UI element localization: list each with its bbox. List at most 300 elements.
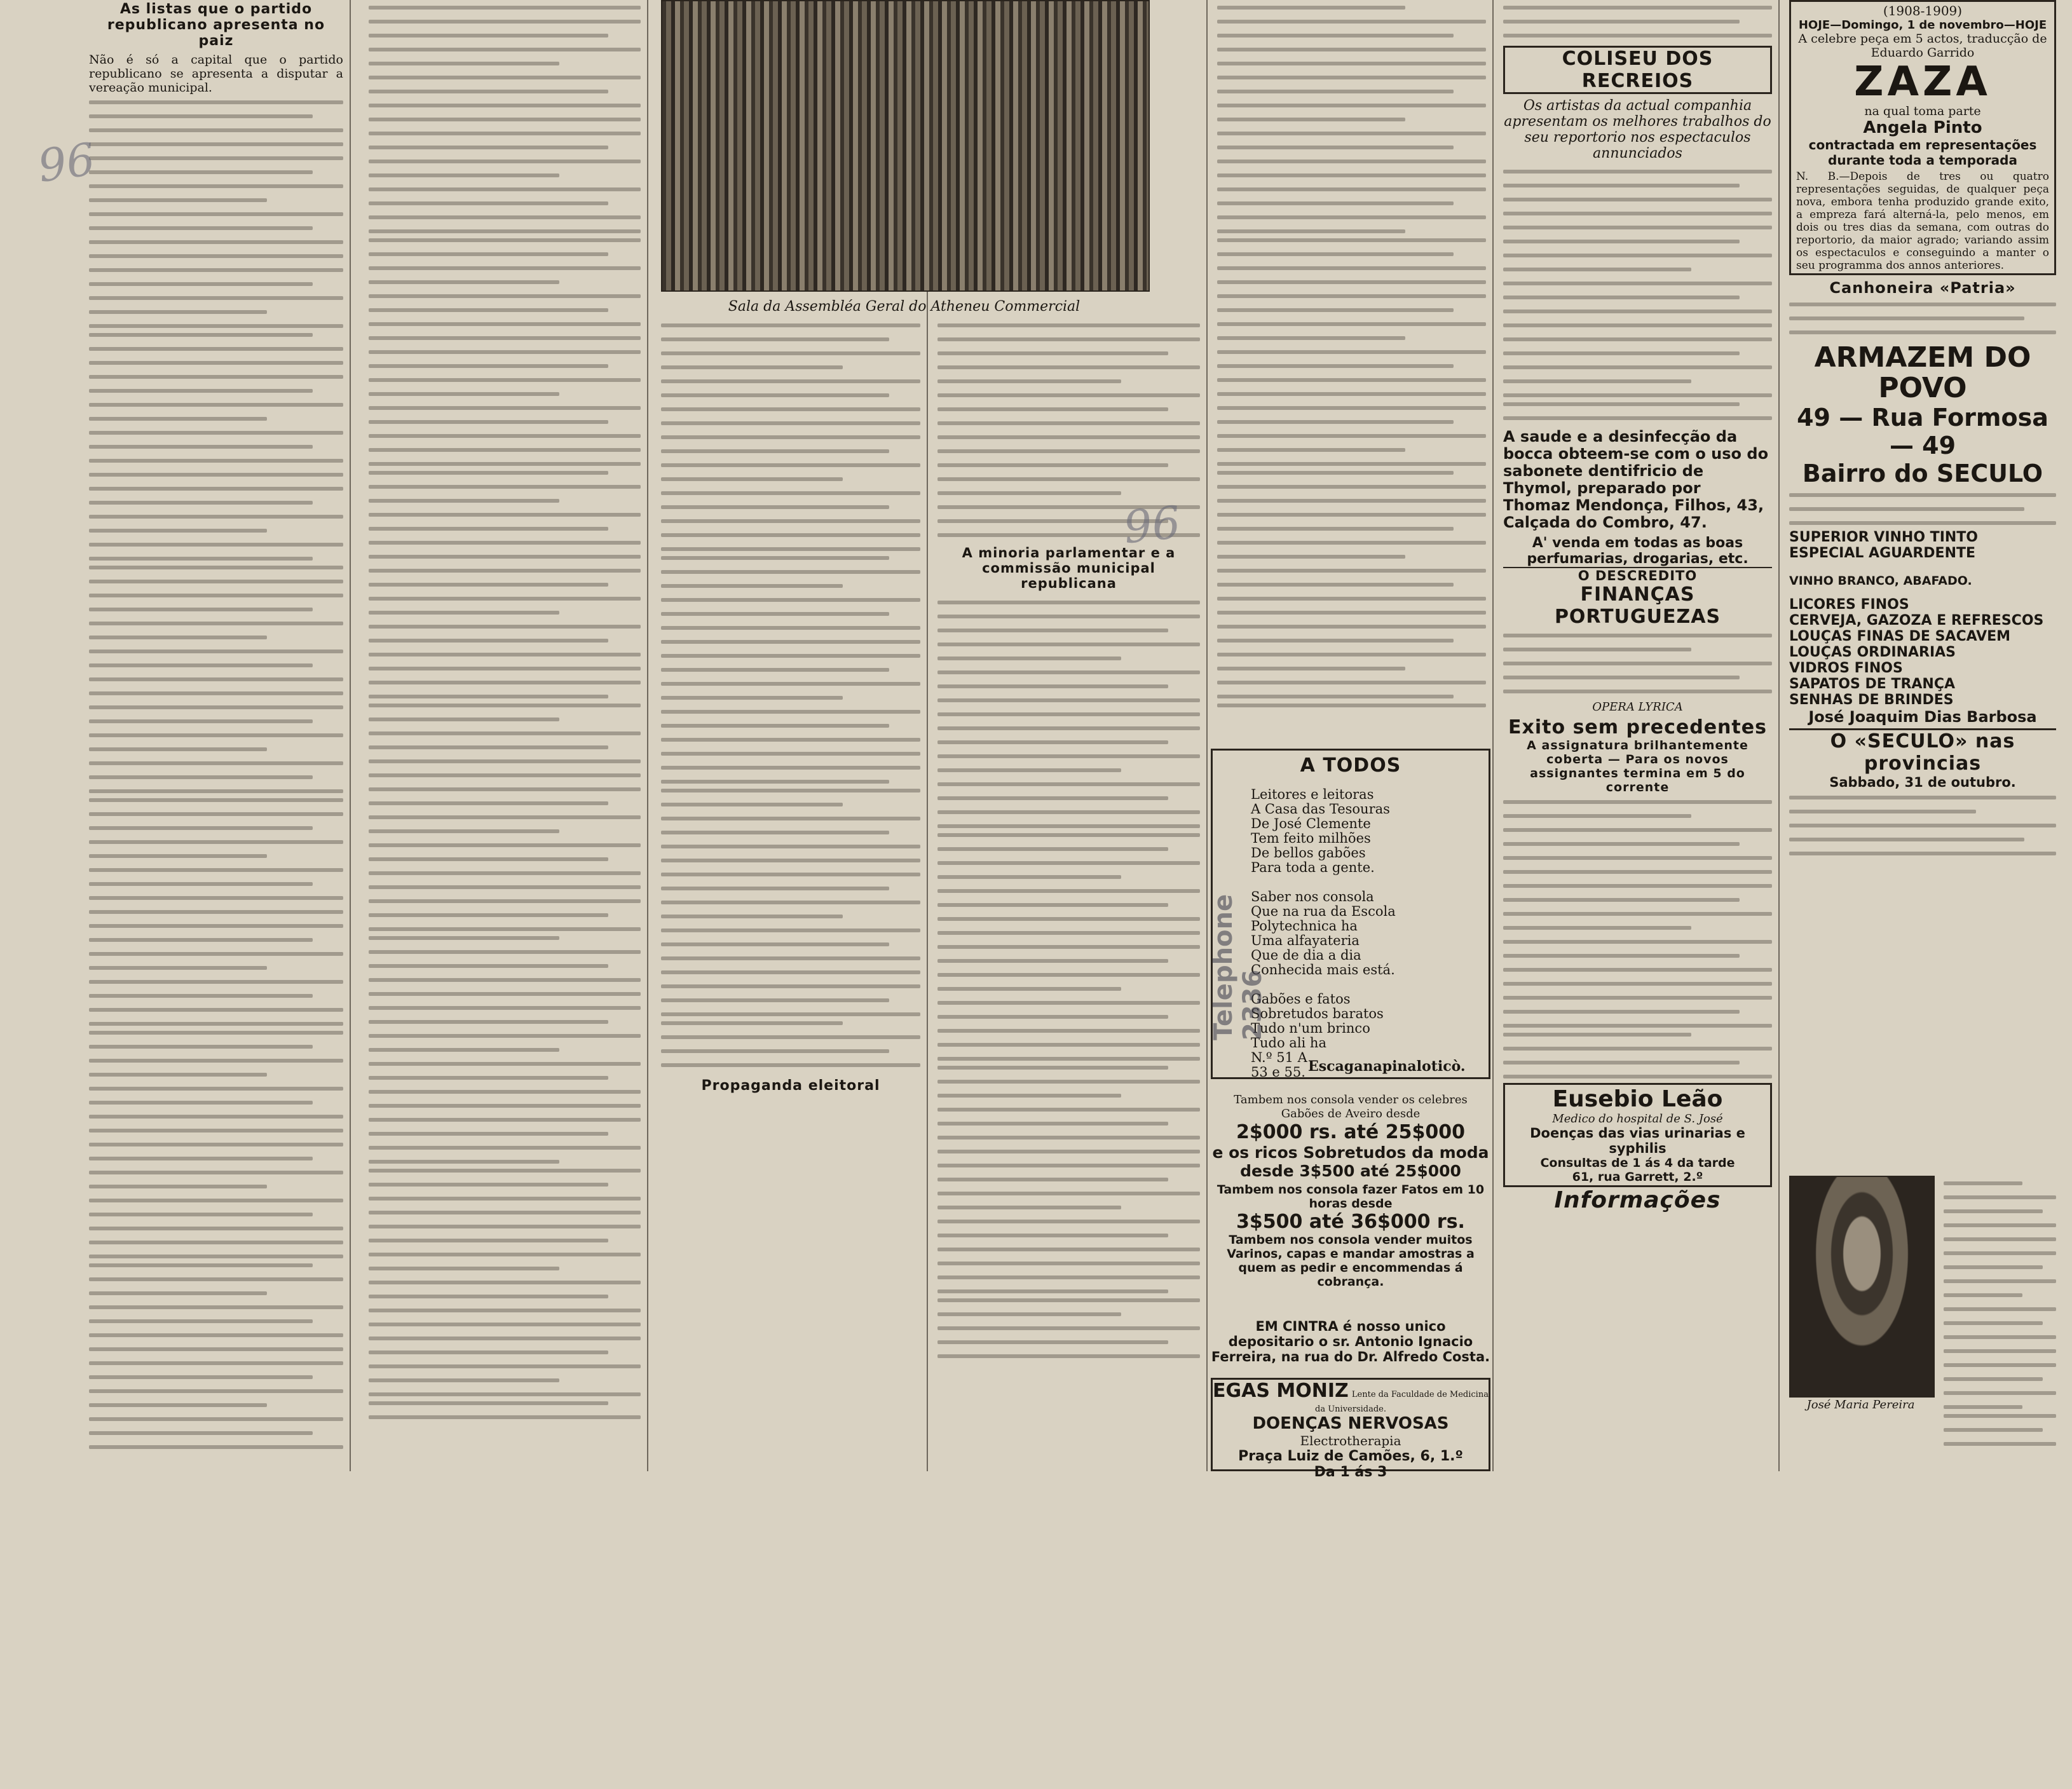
verse-line: Tudo n'um brinco [1251, 1021, 1370, 1036]
illegible-line [661, 1016, 920, 1030]
illegible-line [937, 1307, 1200, 1321]
illegible-line [89, 1258, 343, 1272]
zaza-ad [1789, 0, 2056, 275]
illegible-line [937, 791, 1200, 805]
illegible-line [1944, 1343, 2056, 1357]
illegible-line [1789, 846, 2056, 860]
illegible-line [1944, 1288, 2056, 1302]
illegible-line [369, 98, 641, 112]
coliseu-box [1503, 46, 1772, 94]
item-vinho-branco: VINHO BRANCO, ABAFADO. [1789, 574, 1972, 588]
egas-name: EGAS MONIZ [1213, 1380, 1349, 1402]
illegible-line [369, 1219, 641, 1233]
illegible-line [89, 193, 343, 207]
illegible-line [937, 953, 1200, 967]
illegible-line [1217, 633, 1486, 647]
illegible-line [369, 1154, 641, 1163]
portrait-photo [1789, 1176, 1935, 1398]
illegible-line [1944, 1330, 2056, 1343]
illegible-line [369, 493, 641, 507]
illegible-line [1217, 507, 1486, 521]
illegible-line [1944, 1357, 2056, 1371]
illegible-line [1789, 501, 2056, 515]
a-todos-signature: Escaganapinaloticò. [1308, 1058, 1466, 1075]
body-text [1217, 0, 1486, 712]
illegible-line [1503, 262, 1772, 276]
illegible-line [369, 633, 641, 647]
owner-name: José Joaquim Dias Barbosa [1808, 708, 2037, 726]
illegible-line [369, 768, 641, 782]
illegible-line [1217, 605, 1486, 619]
illegible-line [1944, 1176, 2056, 1190]
illegible-line [937, 1088, 1200, 1102]
illegible-line [1217, 70, 1486, 84]
a-todos-note: Tambem nos consola vender os celebres Gabões de Aveiro desde [1234, 1093, 1468, 1120]
zaza-title: ZAZA [1854, 58, 1991, 105]
illegible-line [1217, 0, 1486, 14]
illegible-line [937, 1116, 1200, 1130]
illegible-line [369, 894, 641, 908]
illegible-line [89, 1016, 343, 1025]
illegible-line [937, 1060, 1200, 1074]
illegible-line [369, 42, 641, 56]
illegible-line [369, 303, 641, 316]
illegible-line [369, 1126, 641, 1140]
illegible-line [937, 1144, 1200, 1158]
illegible-line [937, 1172, 1200, 1186]
varinos-note: Tambem nos consola vender muitos Varinos, capas e mandar amostras a quem as pedir e encommendas á cobrança. [1227, 1233, 1475, 1289]
contract-note: contractada em representações durante toda a temporada [1808, 137, 2037, 168]
illegible-line [89, 1272, 343, 1286]
illegible-line [89, 1025, 343, 1039]
illegible-line [89, 1411, 343, 1425]
illegible-line [369, 84, 641, 98]
illegible-line [369, 1191, 641, 1205]
illegible-line [1789, 487, 2056, 501]
illegible-line [1503, 976, 1772, 990]
illegible-line [937, 458, 1200, 472]
illegible-line [369, 782, 641, 796]
illegible-line [937, 332, 1200, 346]
illegible-line [937, 1293, 1200, 1307]
price-sobretudos: e os ricos Sobretudos da moda desde 3$500 até 25$000 [1212, 1143, 1489, 1180]
propaganda-heading: Propaganda eleitoral [701, 1078, 880, 1094]
illegible-line [369, 196, 641, 210]
illegible-line [369, 0, 641, 14]
illegible-line [89, 1328, 343, 1342]
illegible-line [661, 774, 920, 783]
informacoes-heading: Informações [1554, 1187, 1721, 1213]
illegible-line [1944, 1260, 2056, 1274]
illegible-line [369, 247, 641, 261]
illegible-line [937, 444, 1200, 458]
illegible-line [1217, 493, 1486, 507]
illegible-line [1217, 168, 1486, 182]
illegible-line [661, 853, 920, 867]
illegible-line [937, 1130, 1200, 1144]
illegible-line [1503, 248, 1772, 262]
column-sixth [1497, 0, 1778, 1471]
illegible-line [1217, 140, 1486, 154]
illegible-line [661, 979, 920, 993]
illegible-line [1944, 1422, 2056, 1436]
illegible-line [1944, 1246, 2056, 1260]
illegible-line [369, 1373, 641, 1387]
price-gaboes: 2$000 rs. até 25$000 [1236, 1121, 1465, 1143]
illegible-line [661, 360, 920, 374]
verse-line: 53 e 55. [1251, 1065, 1305, 1080]
illegible-line [369, 1275, 641, 1289]
illegible-line [369, 70, 641, 84]
illegible-line [1503, 670, 1772, 684]
verse-line: Tudo ali ha [1251, 1035, 1326, 1051]
illegible-line [89, 784, 343, 792]
illegible-line [1217, 372, 1486, 386]
eusebio-hours: Consultas de 1 ás 4 da tarde [1540, 1156, 1735, 1170]
illegible-line [89, 523, 343, 537]
illegible-line [369, 168, 641, 182]
illegible-line [369, 372, 641, 386]
illegible-line [661, 783, 920, 797]
illegible-line [1944, 1316, 2056, 1330]
column-second [362, 0, 647, 1471]
illegible-line [937, 1186, 1200, 1200]
illegible-line [1503, 1069, 1772, 1083]
illegible-line [937, 897, 1200, 911]
handwritten-mark: 96 [1121, 496, 1183, 554]
illegible-line [369, 400, 641, 414]
illegible-line [1217, 465, 1486, 479]
column-rule [1492, 0, 1494, 1471]
illegible-line [937, 1009, 1200, 1023]
illegible-line [1503, 906, 1772, 920]
canhoneira-heading: Canhoneira «Patria» [1829, 279, 2016, 297]
illegible-line [937, 346, 1200, 360]
item-vidros: VIDROS FINOS [1789, 660, 1903, 676]
illegible-line [369, 930, 641, 944]
illegible-line [89, 318, 343, 327]
illegible-line [937, 1321, 1200, 1335]
illegible-line [89, 644, 343, 658]
illegible-line [1217, 196, 1486, 210]
illegible-line [1217, 126, 1486, 140]
illegible-line [937, 1270, 1200, 1284]
illegible-line [89, 1123, 343, 1137]
eusebio-specialty: Doenças das vias urinarias e syphilis [1530, 1126, 1745, 1156]
verse-line: Saber nos consola [1251, 889, 1374, 904]
cast-intro: na qual toma parte [1864, 104, 1981, 118]
illegible-line [1503, 962, 1772, 976]
illegible-line [369, 28, 641, 42]
exito-sub: A assignatura brilhantemente coberta — Para os novos assignantes termina em 5 do corrente [1527, 738, 1748, 794]
illegible-line [369, 619, 641, 633]
illegible-line [89, 974, 343, 988]
illegible-line [369, 1056, 641, 1070]
illegible-line [89, 276, 343, 290]
illegible-line [937, 1037, 1200, 1051]
illegible-line [89, 560, 343, 574]
article-heading: As listas que o partido republicano apresenta no paiz [107, 1, 325, 49]
illegible-line [369, 1028, 641, 1042]
illegible-line [369, 922, 641, 930]
illegible-line [1503, 990, 1772, 1004]
illegible-line [1217, 521, 1486, 535]
item-licores: LICORES FINOS [1789, 597, 1909, 613]
illegible-line [89, 1342, 343, 1356]
illegible-line [1503, 346, 1772, 360]
illegible-line [89, 756, 343, 770]
illegible-line [661, 732, 920, 746]
illegible-line [661, 895, 920, 909]
illegible-line [1503, 642, 1772, 656]
body-text [1789, 790, 2056, 860]
egas-moniz-ad [1211, 1378, 1490, 1480]
illegible-line [1944, 1274, 2056, 1288]
illegible-line [1217, 224, 1486, 233]
illegible-line [89, 1384, 343, 1398]
illegible-line [369, 1331, 641, 1345]
illegible-line [1217, 358, 1486, 372]
illegible-line [937, 595, 1200, 609]
illegible-line [89, 537, 343, 551]
illegible-line [89, 411, 343, 425]
illegible-line [369, 1396, 641, 1410]
illegible-line [369, 824, 641, 838]
illegible-line [369, 958, 641, 972]
illegible-line [661, 993, 920, 1007]
illegible-line [89, 672, 343, 686]
illegible-line [937, 869, 1200, 883]
illegible-line [1217, 14, 1486, 28]
illegible-line [89, 1109, 343, 1123]
illegible-line [89, 123, 343, 137]
illegible-line [1217, 233, 1486, 247]
telephone-number: Telephone 2336 [1209, 894, 1267, 1040]
saude-ad: A saude e a desinfecção da bocca obteem-se com o uso do sabonete dentifricio de Thymol, preparado por Thomaz Mendonça, Filhos, 43, Calçada do Combro, 47. [1503, 428, 1769, 531]
illegible-line [89, 588, 343, 602]
illegible-line [661, 486, 920, 500]
illegible-line [1503, 864, 1772, 878]
illegible-line [89, 1398, 343, 1411]
illegible-line [369, 479, 641, 493]
illegible-line [369, 414, 641, 428]
verse-line: Que de dia a dia [1251, 948, 1361, 963]
illegible-line [937, 374, 1200, 388]
illegible-line [89, 820, 343, 834]
illegible-line [1217, 386, 1486, 400]
illegible-line [369, 1205, 641, 1219]
illegible-line [89, 1179, 343, 1193]
illegible-line [89, 290, 343, 304]
illegible-line [369, 344, 641, 358]
illegible-line [937, 819, 1200, 827]
article-intro: Não é só a capital que o partido republicano se apresenta a disputar a vereação municipal. [89, 53, 343, 95]
portrait-caption: José Maria Pereira [1806, 1398, 1915, 1411]
verse-line: Polytechnica ha [1251, 918, 1358, 934]
illegible-line [369, 605, 641, 619]
illegible-line [937, 679, 1200, 693]
illegible-line [369, 233, 641, 247]
illegible-line [369, 465, 641, 479]
illegible-line [89, 1235, 343, 1249]
illegible-line [661, 430, 920, 444]
illegible-line [661, 541, 920, 550]
illegible-line [89, 248, 343, 262]
saude-ad-2: A' venda em todas as boas perfumarias, drogarias, etc. [1527, 535, 1748, 567]
illegible-line [369, 275, 641, 289]
assembly-hall-photo [661, 0, 1150, 292]
illegible-line [89, 700, 343, 714]
illegible-line [937, 1158, 1200, 1172]
column-rule [1206, 0, 1208, 1471]
illegible-line [369, 330, 641, 344]
illegible-line [89, 616, 343, 630]
illegible-line [1503, 628, 1772, 642]
coliseu-title: COLISEU DOS RECREIOS [1562, 48, 1714, 92]
illegible-line [369, 712, 641, 726]
illegible-line [937, 360, 1200, 374]
egas-specialty: DOENÇAS NERVOSAS [1252, 1414, 1449, 1433]
illegible-line [89, 904, 343, 918]
illegible-line [1503, 192, 1772, 206]
illegible-line [369, 740, 641, 754]
illegible-line [1503, 397, 1772, 411]
illegible-line [1217, 479, 1486, 493]
illegible-line [661, 923, 920, 937]
item-senhas: SENHAS DE BRINDES [1789, 692, 1954, 708]
illegible-line [1944, 1399, 2056, 1408]
illegible-line [661, 867, 920, 881]
illegible-line [937, 1200, 1200, 1214]
illegible-line [369, 1261, 641, 1275]
illegible-line [1944, 1218, 2056, 1232]
illegible-line [369, 442, 641, 456]
illegible-line [661, 318, 920, 332]
verse-line [1251, 977, 1396, 992]
illegible-line [661, 690, 920, 704]
illegible-line [1503, 206, 1772, 220]
illegible-line [1503, 656, 1772, 670]
illegible-line [89, 467, 343, 481]
illegible-line [937, 967, 1200, 981]
illegible-line [937, 805, 1200, 819]
body-text [661, 318, 920, 1071]
illegible-line [1217, 591, 1486, 605]
illegible-line [937, 1051, 1200, 1060]
illegible-line [89, 946, 343, 960]
illegible-line [89, 960, 343, 974]
item-especial: ESPECIAL AGUARDENTE [1789, 545, 1976, 561]
illegible-line [89, 658, 343, 672]
illegible-line [937, 1349, 1200, 1363]
illegible-line [369, 182, 641, 196]
illegible-line [89, 1370, 343, 1384]
body-text [89, 95, 343, 1453]
illegible-line [89, 834, 343, 848]
illegible-line [1217, 661, 1486, 675]
illegible-line [937, 995, 1200, 1009]
illegible-line [661, 332, 920, 346]
illegible-line [89, 932, 343, 946]
illegible-line [1503, 934, 1772, 948]
illegible-line [369, 521, 641, 535]
illegible-line [89, 1193, 343, 1207]
illegible-line [1789, 311, 2056, 325]
illegible-line [661, 444, 920, 458]
illegible-line [89, 890, 343, 904]
illegible-line [369, 549, 641, 563]
illegible-line [1503, 0, 1772, 14]
illegible-line [1503, 850, 1772, 864]
illegible-line [369, 456, 641, 465]
column-left [83, 0, 350, 1471]
illegible-line [661, 811, 920, 825]
illegible-line [369, 56, 641, 70]
illegible-line [937, 777, 1200, 791]
illegible-line [1944, 1436, 2056, 1450]
illegible-line [89, 1165, 343, 1179]
verse-line: Que na rua da Escola [1251, 904, 1396, 919]
illegible-line [937, 609, 1200, 623]
illegible-line [89, 1286, 343, 1300]
illegible-line [1503, 318, 1772, 332]
verse-line: N.º 51 A [1251, 1050, 1307, 1065]
illegible-line [369, 1247, 641, 1261]
illegible-line [1503, 892, 1772, 906]
illegible-line [661, 746, 920, 760]
illegible-line [661, 965, 920, 979]
illegible-line [369, 126, 641, 140]
illegible-line [369, 908, 641, 922]
illegible-line [369, 112, 641, 126]
illegible-line [661, 592, 920, 606]
illegible-line [89, 792, 343, 806]
eusebio-address: 61, rua Garrett, 2.º [1572, 1170, 1703, 1184]
illegible-line [369, 591, 641, 605]
illegible-line [369, 880, 641, 894]
illegible-line [89, 1221, 343, 1235]
illegible-line [89, 848, 343, 862]
illegible-line [89, 1300, 343, 1314]
illegible-line [369, 796, 641, 810]
illegible-line [937, 981, 1200, 995]
illegible-line [369, 944, 641, 958]
illegible-line [89, 742, 343, 756]
illegible-line [1503, 1018, 1772, 1027]
illegible-line [89, 165, 343, 179]
illegible-line [1789, 297, 2056, 311]
illegible-line [89, 1081, 343, 1095]
armazem-bairro: Bairro do SECULO [1802, 459, 2043, 487]
illegible-line [1944, 1190, 2056, 1204]
illegible-line [369, 675, 641, 689]
column-rule [1778, 0, 1780, 1471]
body-text [1503, 628, 1772, 698]
illegible-line [1503, 220, 1772, 234]
illegible-line [1503, 1041, 1772, 1055]
illegible-line [661, 416, 920, 430]
illegible-line [1503, 332, 1772, 346]
eusebio-leao-ad [1503, 1083, 1772, 1187]
illegible-line [89, 95, 343, 109]
illegible-line [1217, 456, 1486, 465]
illegible-line [1503, 360, 1772, 374]
illegible-line [937, 883, 1200, 897]
illegible-line [661, 718, 920, 732]
illegible-line [661, 825, 920, 839]
illegible-line [89, 109, 343, 123]
verse-line: Conhecida mais está. [1251, 962, 1395, 977]
